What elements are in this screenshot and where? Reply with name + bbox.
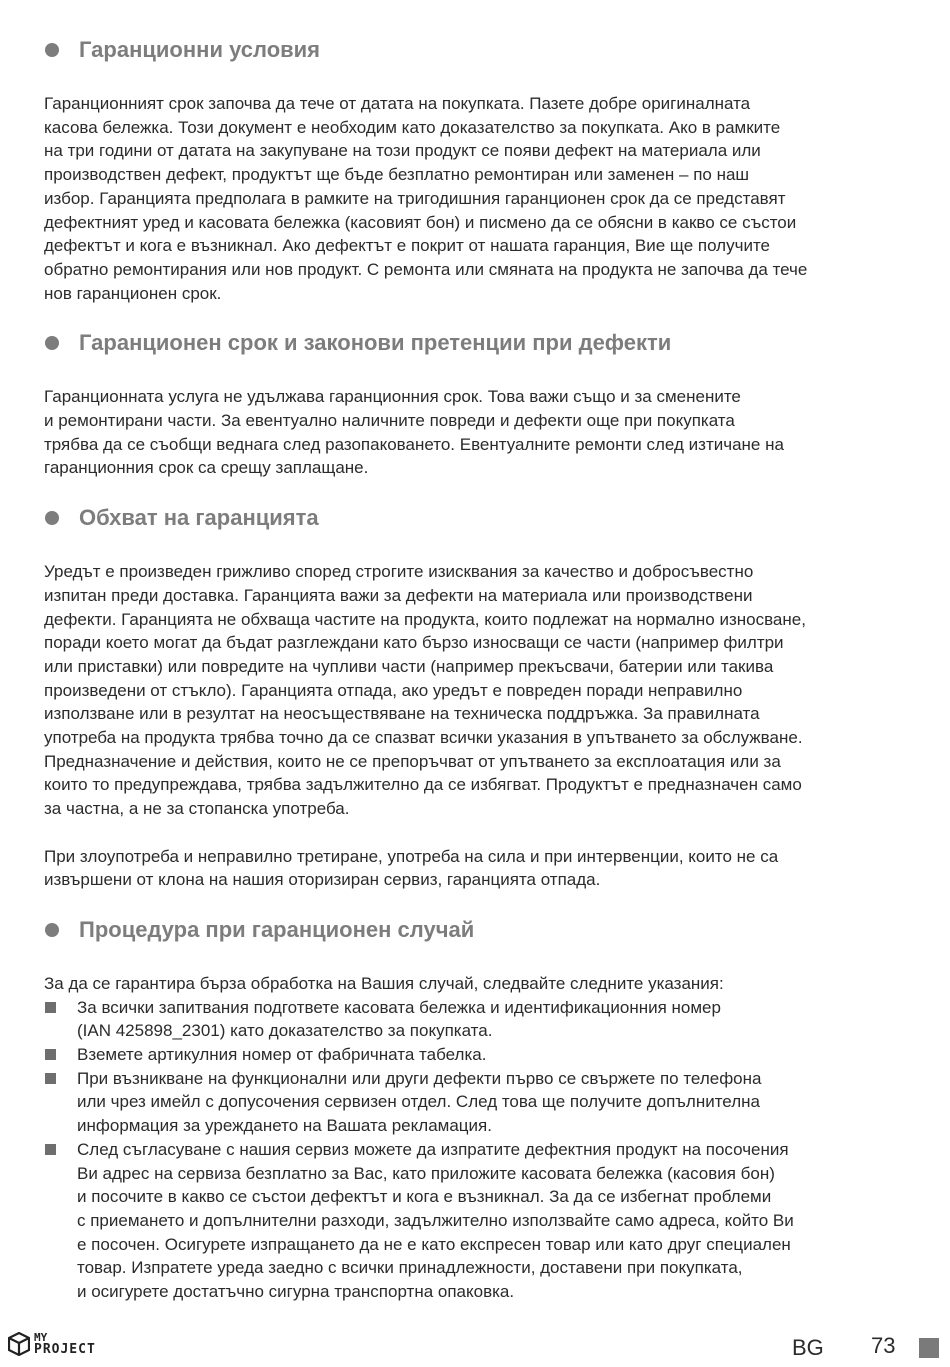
list-item [44, 1067, 904, 1138]
section-heading [44, 327, 904, 359]
language-code: BG [792, 1335, 824, 1360]
bullet-icon [45, 43, 59, 57]
section-warranty-period [44, 327, 904, 480]
list-item [44, 996, 904, 1043]
logo-project: PROJECT [34, 1342, 96, 1357]
cube-logo-icon [8, 1332, 30, 1356]
square-bullet-icon [45, 1049, 56, 1060]
heading-text: Процедура при гаранционен случай [79, 916, 475, 942]
bullet-icon [45, 511, 59, 525]
square-bullet-icon [45, 1144, 56, 1155]
list-item-text: Вземете артикулния номер от фабричната табелка. [77, 1045, 487, 1065]
paragraph-intro: За да се гарантира бърза обработка на Вашия случай, следвайте следните указания: [44, 973, 724, 993]
logo-my: MY [34, 1331, 48, 1344]
paragraph: При злоупотреба и неправилно третиране, употреба на сила и при интервенции, които не са извършени от клона на нашия оторизиран сервиз, гаранцията отпада. [44, 846, 779, 890]
section-heading [44, 914, 904, 946]
heading-text: Гаранционен срок и законови претенции при дефекти [79, 330, 672, 356]
list-item [44, 1043, 904, 1067]
list-item-text: След съгласуване с нашия сервиз можете да изпратите дефектния продукт на посочения Ви адрес на сервиза безплатно за Вас, като приложите касовата бележка (касовия бон) и посочите в какво се състои дефектът и кога е възникнал. За да се избегнат проблеми с приемането и допълнителни разходи, задължително използвайте само адреса, който Ви е посочен. Осигурете изпращането да не е като експресен товар или като друг специален товар. Изпратете уреда заедно с всички принадлежности, доставени при покупката, и осигурете достатъчно сигурна транспортна опаковка. [77, 1139, 794, 1302]
section-warranty-scope [44, 502, 904, 892]
square-bullet-icon [45, 1073, 56, 1084]
section-warranty-procedure [44, 914, 904, 1304]
bullet-icon [45, 923, 59, 937]
heading-text: Гаранционни условия [79, 37, 321, 62]
section-heading [44, 34, 904, 66]
paragraph: Уредът е произведен грижливо според строгите изисквания за качество и добросъвестно изпитан преди доставка. Гаранцията важи за дефекти на материала или производствени дефекти. Гаранцията не обхваща частите на продукта, които подлежат на нормално износване, поради което могат да бъдат разглеждани като бързо износващи се части (например филтри или приставки) или повредите на чупливи части (например прекъсвачи, батерии или такива произведени от стъкло). Гаранцията отпада, ако уредът е повреден поради неправилно използване или в резултат на неосъществяване на техническа поддръжка. За правилната употреба на продукта трябва точно да се спазват всички указания в упътването за обслужване. Предназначение и действия, които не се препоръчват от упътването за експлоатация или за които то предупреждава, трябва задължително да се избягват. Продуктът е предназначен само за частна, а не за стопанска употреба. [44, 562, 806, 819]
page-number: 73 [871, 1333, 896, 1358]
procedure-list [44, 996, 904, 1304]
heading-text: Обхват на гаранцията [79, 505, 319, 531]
bullet-icon [45, 336, 59, 350]
page-marker-block [919, 1338, 939, 1358]
list-item [44, 1138, 904, 1304]
list-item-text: При възникване на функционални или други дефекти първо се свържете по телефона или чрез имейл с допусочения сервизен отдел. След това ще получите допълнителна информация за уреждането на Вашата рекламация. [77, 1068, 762, 1136]
list-item-text: За всички запитвания подгответе касовата бележка и идентификационния номер (IAN 425898_2301) като доказателство за покупката. [77, 997, 721, 1041]
brand-logo [8, 1332, 96, 1356]
section-warranty-conditions [44, 34, 904, 305]
square-bullet-icon [45, 1002, 56, 1013]
paragraph: Гаранционната услуга не удължава гаранционния срок. Това важи също и за сменените и ремонтирани части. За евентуално наличните повреди и дефекти още при покупката трябва да се съобщи веднага след разопаковането. Евентуалните ремонти след изтичане на гаранционния срок са срещу заплащане. [44, 387, 784, 478]
section-heading [44, 502, 904, 534]
logo-wordmark [34, 1332, 96, 1356]
page-content [44, 34, 904, 1304]
page-footer [0, 1328, 950, 1364]
paragraph: Гаранционният срок започва да тече от датата на покупката. Пазете добре оригиналната касова бележка. Този документ е необходим като доказателство за покупката. Ако в рамките на три години от датата на закупуване на този продукт се появи дефект на материала или производствен дефект, продуктът ще бъде безплатно ремонтиран или заменен – по наш избор. Гаранцията предполага в рамките на тригодишния гаранционен срок да се представят дефектният уред и касовата бележка (касовият бон) и писмено да се обясни в какво се състои дефектът и кога е възникнал. Ако дефектът е покрит от нашата гаранция, Вие ще получите обратно ремонтирания или нов продукт. С ремонта или смяната на продукта не започва да тече нов гаранционен срок. [44, 94, 808, 303]
